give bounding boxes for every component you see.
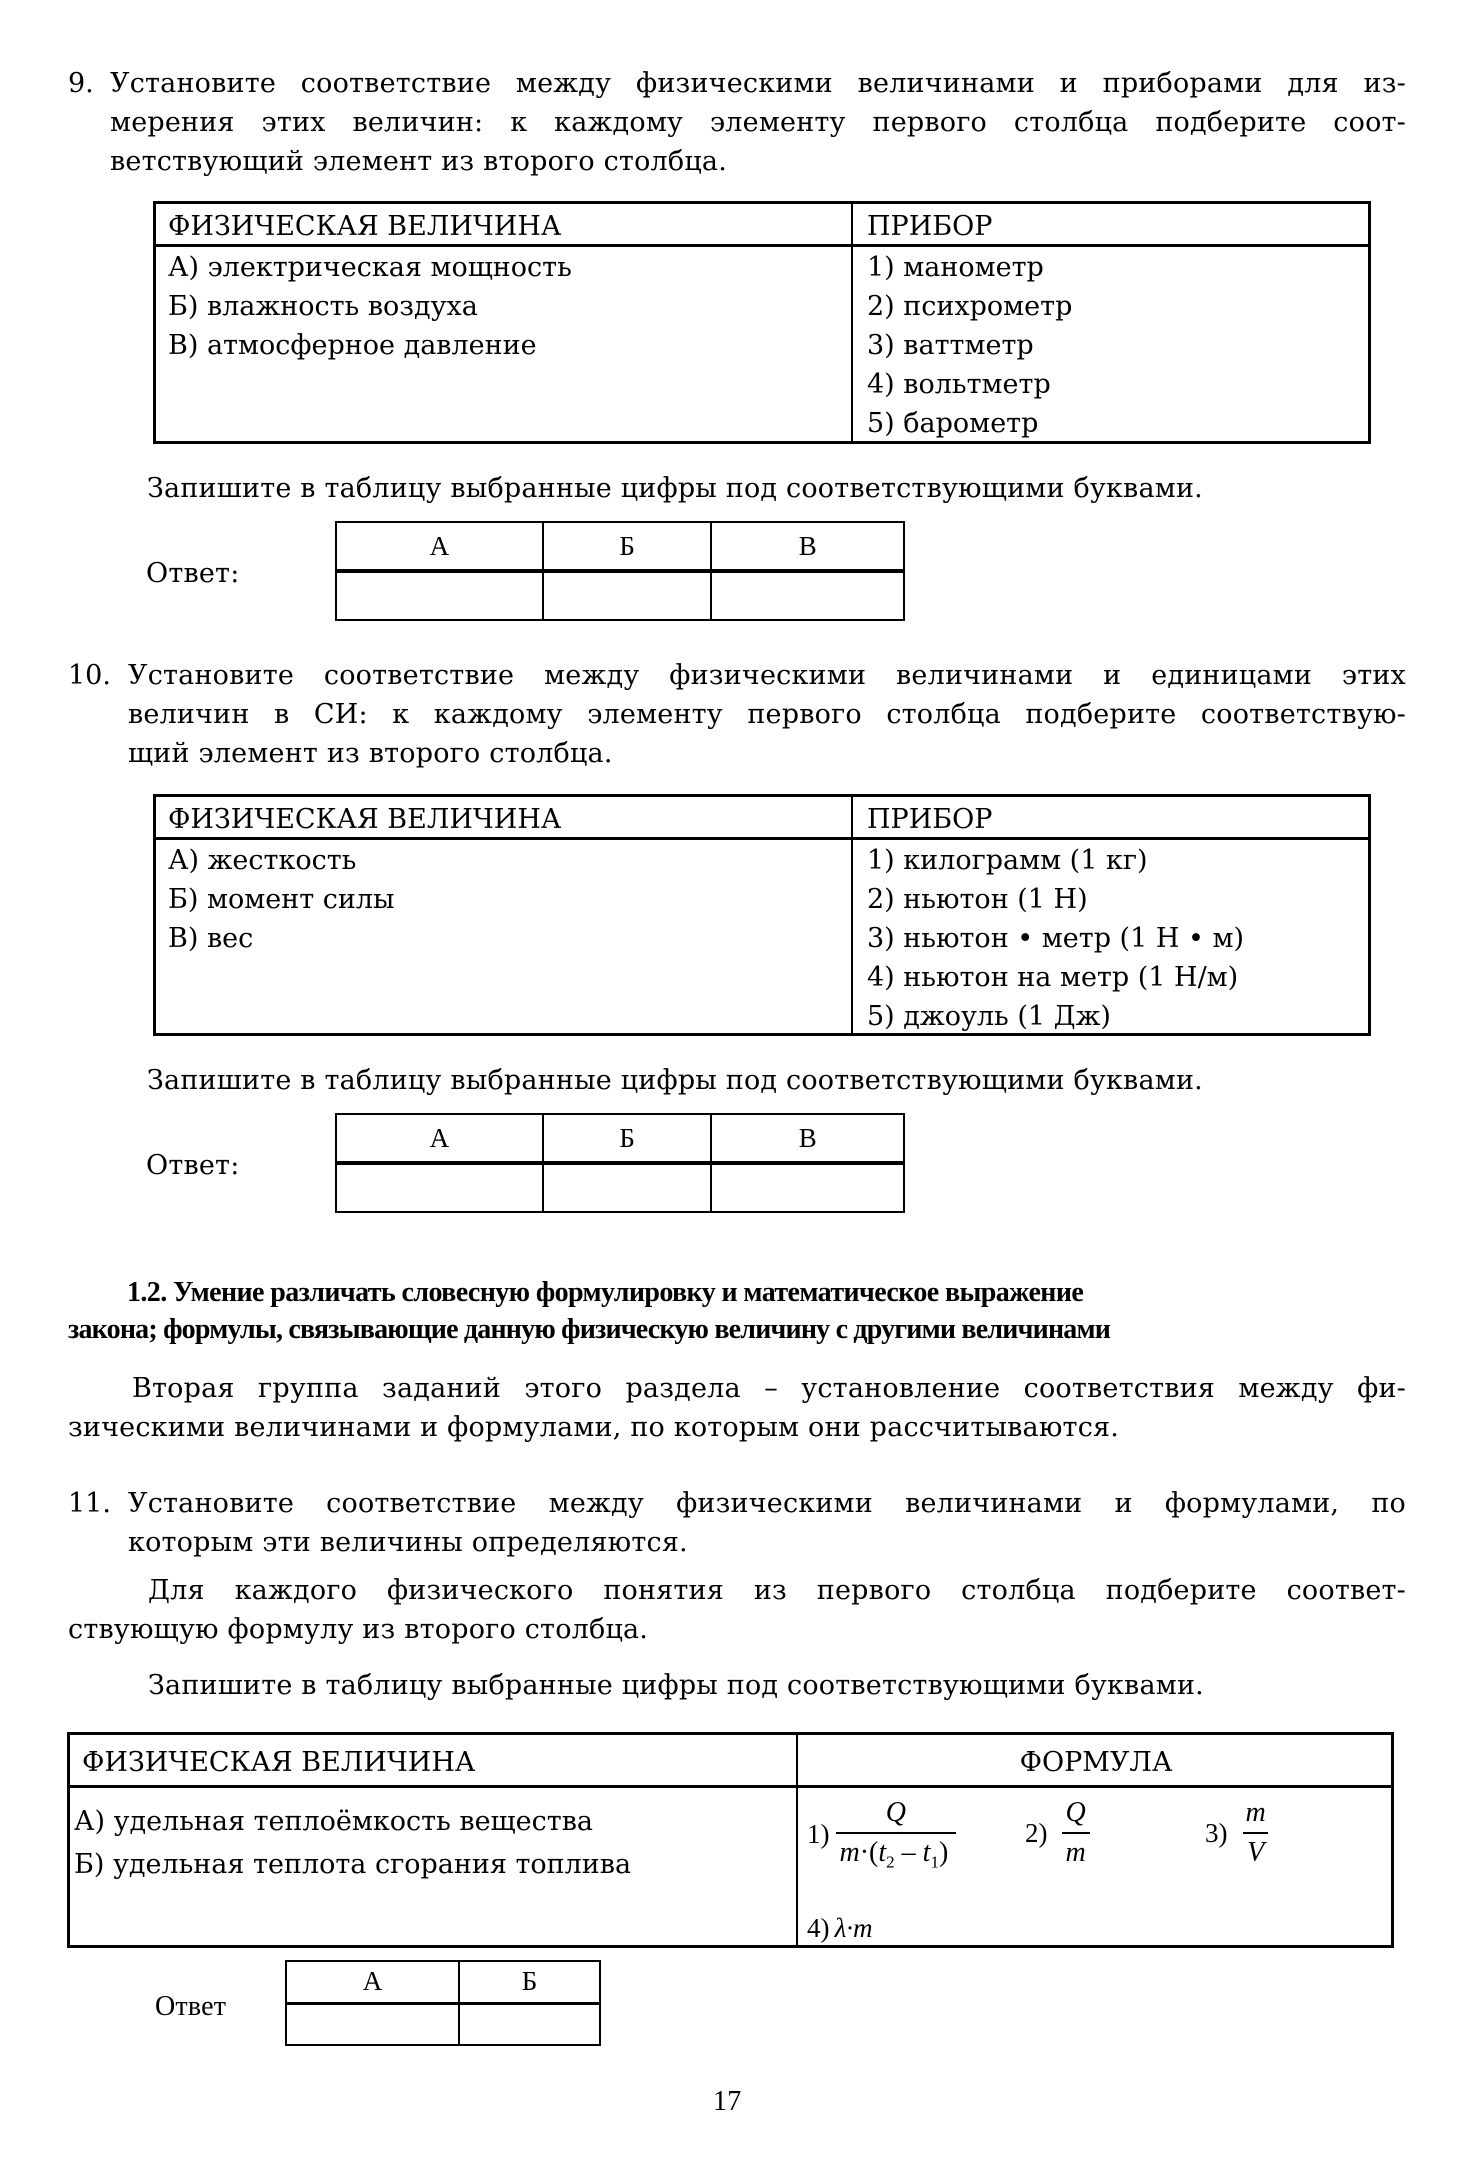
- den-sub2: 2: [886, 1852, 895, 1872]
- answer-header-v: В: [711, 522, 904, 571]
- formula-option-3: [1205, 1797, 1270, 1869]
- answer-cell-a[interactable]: [286, 2003, 459, 2045]
- answer-table: [335, 1113, 905, 1213]
- formula-label: 3): [1205, 1817, 1228, 1848]
- answer-cell-v[interactable]: [711, 571, 904, 620]
- answer-header-b: Б: [459, 1961, 600, 2003]
- task-text-line: Установите соответствие между физическими величинами и единицами этих: [128, 660, 1406, 691]
- task-text-line: величин в СИ: к каждому элементу первого столбца подберите соответствую-: [128, 699, 1406, 730]
- matching-table: [153, 794, 1371, 1036]
- formula-expression: λ·m: [834, 1913, 873, 1943]
- device-item: 5) барометр: [867, 408, 1039, 439]
- quantity-item: Б) удельная теплота сгорания топлива: [74, 1849, 632, 1880]
- formula-label: 4): [807, 1913, 830, 1943]
- quantity-item: В) вес: [168, 923, 254, 954]
- den-t1: t: [922, 1837, 931, 1868]
- instruction-text: Запишите в таблицу выбранные цифры под соответствующими буквами.: [147, 1065, 1203, 1096]
- task-text-line: ветствующий элемент из второго столбца.: [110, 146, 727, 177]
- device-item: 3) ваттметр: [867, 330, 1034, 361]
- unit-item: 5) джоуль (1 Дж): [867, 1001, 1111, 1032]
- answer-header-a: А: [286, 1961, 459, 2003]
- answer-header-a: А: [336, 1114, 543, 1163]
- denominator: V: [1243, 1832, 1268, 1869]
- answer-header-b: Б: [543, 1114, 712, 1163]
- unit-item: 1) килограмм (1 кг): [867, 845, 1148, 876]
- answer-header-b: Б: [543, 522, 712, 571]
- fraction: [1242, 1797, 1270, 1869]
- unit-item: 3) ньютон • метр (1 Н • м): [867, 923, 1245, 954]
- task-text-line: Установите соответствие между физическими величинами и приборами для из-: [110, 68, 1406, 99]
- task-paragraph-line: Для каждого физического понятия из первого столбца подберите соответ-: [148, 1575, 1406, 1606]
- task-number: 11.: [68, 1488, 111, 1519]
- instruction-text: Запишите в таблицу выбранные цифры под соответствующими буквами.: [147, 473, 1203, 504]
- answer-header-v: В: [711, 1114, 904, 1163]
- answer-cell-a[interactable]: [336, 1163, 543, 1212]
- column-divider: [851, 204, 853, 441]
- numerator: Q: [885, 1797, 906, 1828]
- quantity-item: Б) влажность воздуха: [168, 291, 478, 322]
- denominator: m: [1062, 1832, 1090, 1869]
- answer-label: Ответ: [155, 1991, 227, 2022]
- page-number: 17: [713, 2086, 742, 2117]
- device-item: 4) вольтметр: [867, 369, 1051, 400]
- den-m: m: [839, 1837, 860, 1868]
- fraction: [836, 1797, 957, 1873]
- column-header-quantity: ФИЗИЧЕСКАЯ ВЕЛИЧИНА: [168, 211, 562, 242]
- den-t2: t: [878, 1837, 887, 1868]
- numerator: Q: [1065, 1797, 1086, 1828]
- formula-table: [67, 1732, 1394, 1948]
- answer-cell-b[interactable]: [459, 2003, 600, 2045]
- answer-cell-b[interactable]: [543, 1163, 712, 1212]
- formula-label: 1): [807, 1819, 830, 1850]
- quantity-item: А) электрическая мощность: [168, 252, 572, 283]
- task-text-line: Установите соответствие между физическими величинами и формулами, по: [128, 1488, 1406, 1519]
- formula-option-2: [1025, 1797, 1090, 1869]
- answer-label: Ответ:: [146, 1150, 240, 1181]
- answer-table: [285, 1960, 601, 2046]
- task-text-line: щий элемент из второго столбца.: [128, 738, 613, 769]
- quantity-item: В) атмосферное давление: [168, 330, 537, 361]
- unit-item: 2) ньютон (1 Н): [867, 884, 1088, 915]
- task-text-line: мерения этих величин: к каждому элементу первого столбца подберите соот-: [110, 107, 1406, 138]
- task-text-line: которым эти величины определяются.: [128, 1527, 688, 1558]
- section-heading-line: закона; формулы, связывающие данную физическую величину с другими величинами: [68, 1314, 1111, 1345]
- matching-table: [153, 201, 1371, 444]
- den-minus: –: [894, 1837, 923, 1868]
- numerator: m: [1245, 1797, 1266, 1828]
- den-sub1: 1: [930, 1852, 939, 1872]
- section-heading-line: 1.2. Умение различать словесную формулировку и математическое выражение: [127, 1277, 1084, 1308]
- section-paragraph-line: зическими величинами и формулами, по которым они рассчитываются.: [68, 1412, 1120, 1443]
- unit-item: 4) ньютон на метр (1 Н/м): [867, 962, 1239, 993]
- task-number: 9.: [68, 68, 94, 99]
- answer-table: [335, 521, 905, 621]
- column-header-formula: ФОРМУЛА: [1019, 1747, 1173, 1778]
- quantity-item: Б) момент силы: [168, 884, 395, 915]
- instruction-text: Запишите в таблицу выбранные цифры под соответствующими буквами.: [148, 1670, 1204, 1701]
- answer-header-a: А: [336, 522, 543, 571]
- column-header-unit: ПРИБОР: [867, 804, 993, 835]
- task-paragraph-line: ствующую формулу из второго столбца.: [68, 1614, 649, 1645]
- den-dot: ·(: [859, 1837, 879, 1868]
- denominator: [836, 1832, 957, 1873]
- device-item: 1) манометр: [867, 252, 1044, 283]
- quantity-item: А) удельная теплоёмкость вещества: [74, 1806, 593, 1837]
- column-header-quantity: ФИЗИЧЕСКАЯ ВЕЛИЧИНА: [168, 804, 562, 835]
- fraction: [1062, 1797, 1090, 1869]
- answer-cell-b[interactable]: [543, 571, 712, 620]
- formula-option-4: [807, 1913, 873, 1944]
- column-header-device: ПРИБОР: [867, 211, 993, 242]
- answer-cell-v[interactable]: [711, 1163, 904, 1212]
- device-item: 2) психрометр: [867, 291, 1073, 322]
- column-header-quantity: ФИЗИЧЕСКАЯ ВЕЛИЧИНА: [82, 1747, 476, 1778]
- formula-option-1: [807, 1797, 956, 1873]
- answer-label: Ответ:: [146, 558, 240, 589]
- column-divider: [851, 797, 853, 1033]
- answer-cell-a[interactable]: [336, 571, 543, 620]
- formula-label: 2): [1025, 1817, 1048, 1848]
- task-number: 10.: [68, 660, 111, 691]
- section-paragraph-line: Вторая группа заданий этого раздела – установление соответствия между фи-: [132, 1373, 1406, 1404]
- quantity-item: А) жесткость: [168, 845, 357, 876]
- den-close: ): [938, 1837, 949, 1868]
